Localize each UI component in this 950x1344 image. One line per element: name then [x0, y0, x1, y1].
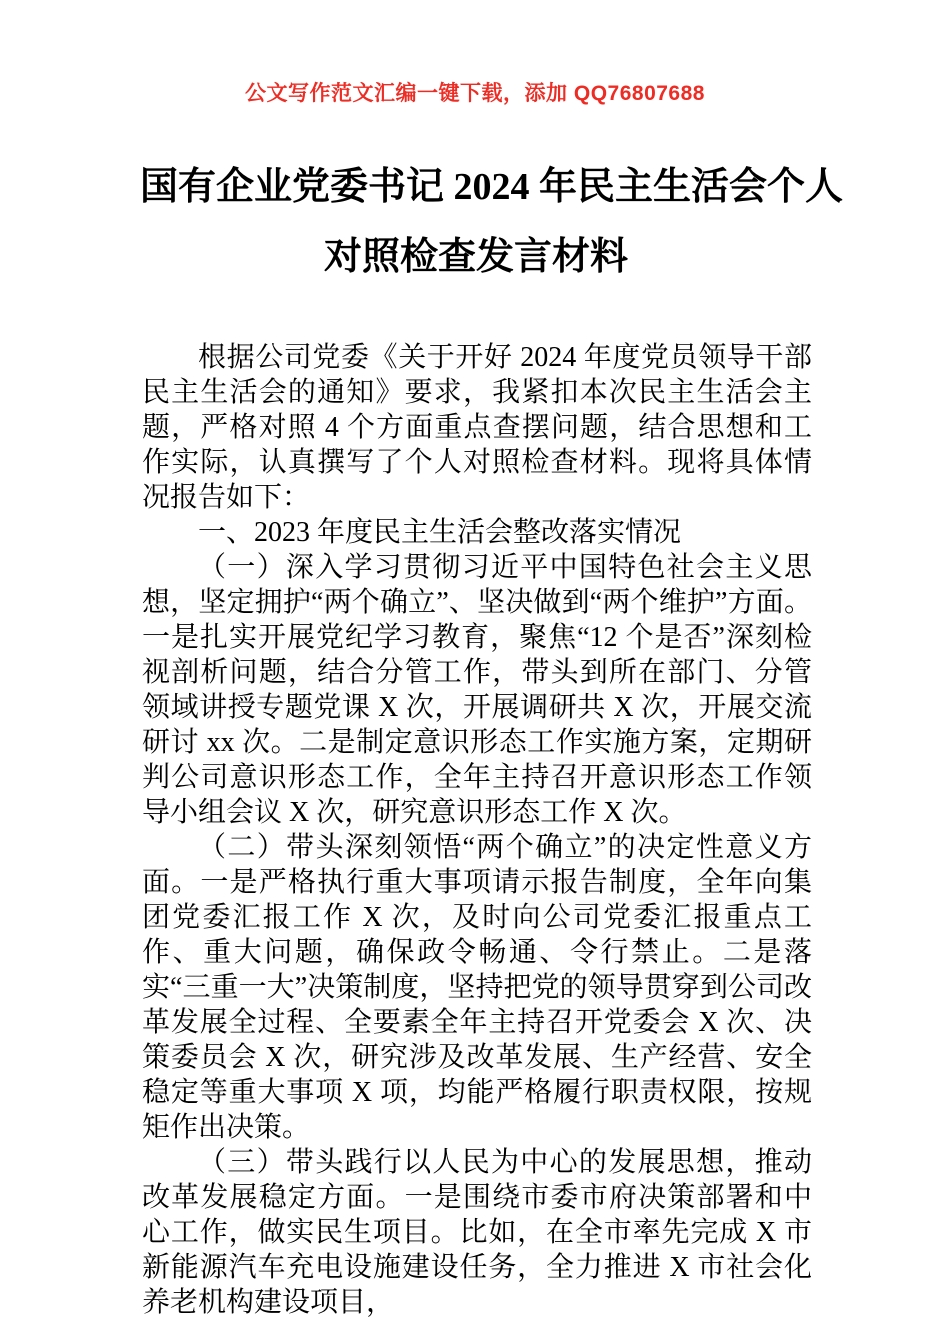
document-title-line-2: 对照检查发言材料	[323, 236, 628, 278]
body-paragraph: （二）带头深刻领悟“两个确立”的决定性意义方面。一是严格执行重大事项请示报告制度，全年向集团党委汇报工作 X 次，及时向公司党委汇报重点工作、重大问题，确保政令畅通、令行禁止。二是落实“三重一大”决策制度，坚持把党的领导贯穿到公司改革发展全过程、全要素全年主持召开党委会 X 次、决策委员会 X 次，研究涉及改革发展、生产经营、安全稳定等重大事项 X 项，均能严格履行职责权限，按规矩作出决策。	[142, 832, 812, 1143]
body-paragraph: 根据公司党委《关于开好 2024 年度党员领导干部民主生活会的通知》要求，我紧扣本次民主生活会主题，严格对照 4 个方面重点查摆问题，结合思想和工作实际，认真撰写了个人对照检查材料。现将具体情况报告如下：	[142, 342, 812, 513]
document-title	[140, 152, 844, 292]
body-paragraph: （一）深入学习贯彻习近平中国特色社会主义思想，坚定拥护“两个确立”、坚决做到“两个维护”方面。一是扎实开展党纪学习教育，聚焦“12 个是否”深刻检视剖析问题，结合分管工作，带头到所在部门、分管领域讲授专题党课 X 次，开展调研共 X 次，开展交流研讨 xx 次。二是制定意识形态工作实施方案，定期研判公司意识形态工作，全年主持召开意识形态工作领导小组会议 X 次，研究意识形态工作 X 次。	[142, 552, 812, 828]
section-heading: 一、2023 年度民主生活会整改落实情况	[198, 517, 682, 548]
promo-notice: 公文写作范文汇编一键下载，添加 QQ76807688	[245, 82, 705, 105]
document-body	[142, 340, 812, 1320]
body-paragraph: （三）带头践行以人民为中心的发展思想，推动改革发展稳定方面。一是围绕市委市府决策部署和中心工作，做实民生项目。比如，在全市率先完成 X 市新能源汽车充电设施建设任务，全力推进 X 市社会化养老机构建设项目，	[142, 1147, 812, 1318]
document-title-line-1: 国有企业党委书记 2024 年民主生活会个人	[140, 166, 844, 208]
